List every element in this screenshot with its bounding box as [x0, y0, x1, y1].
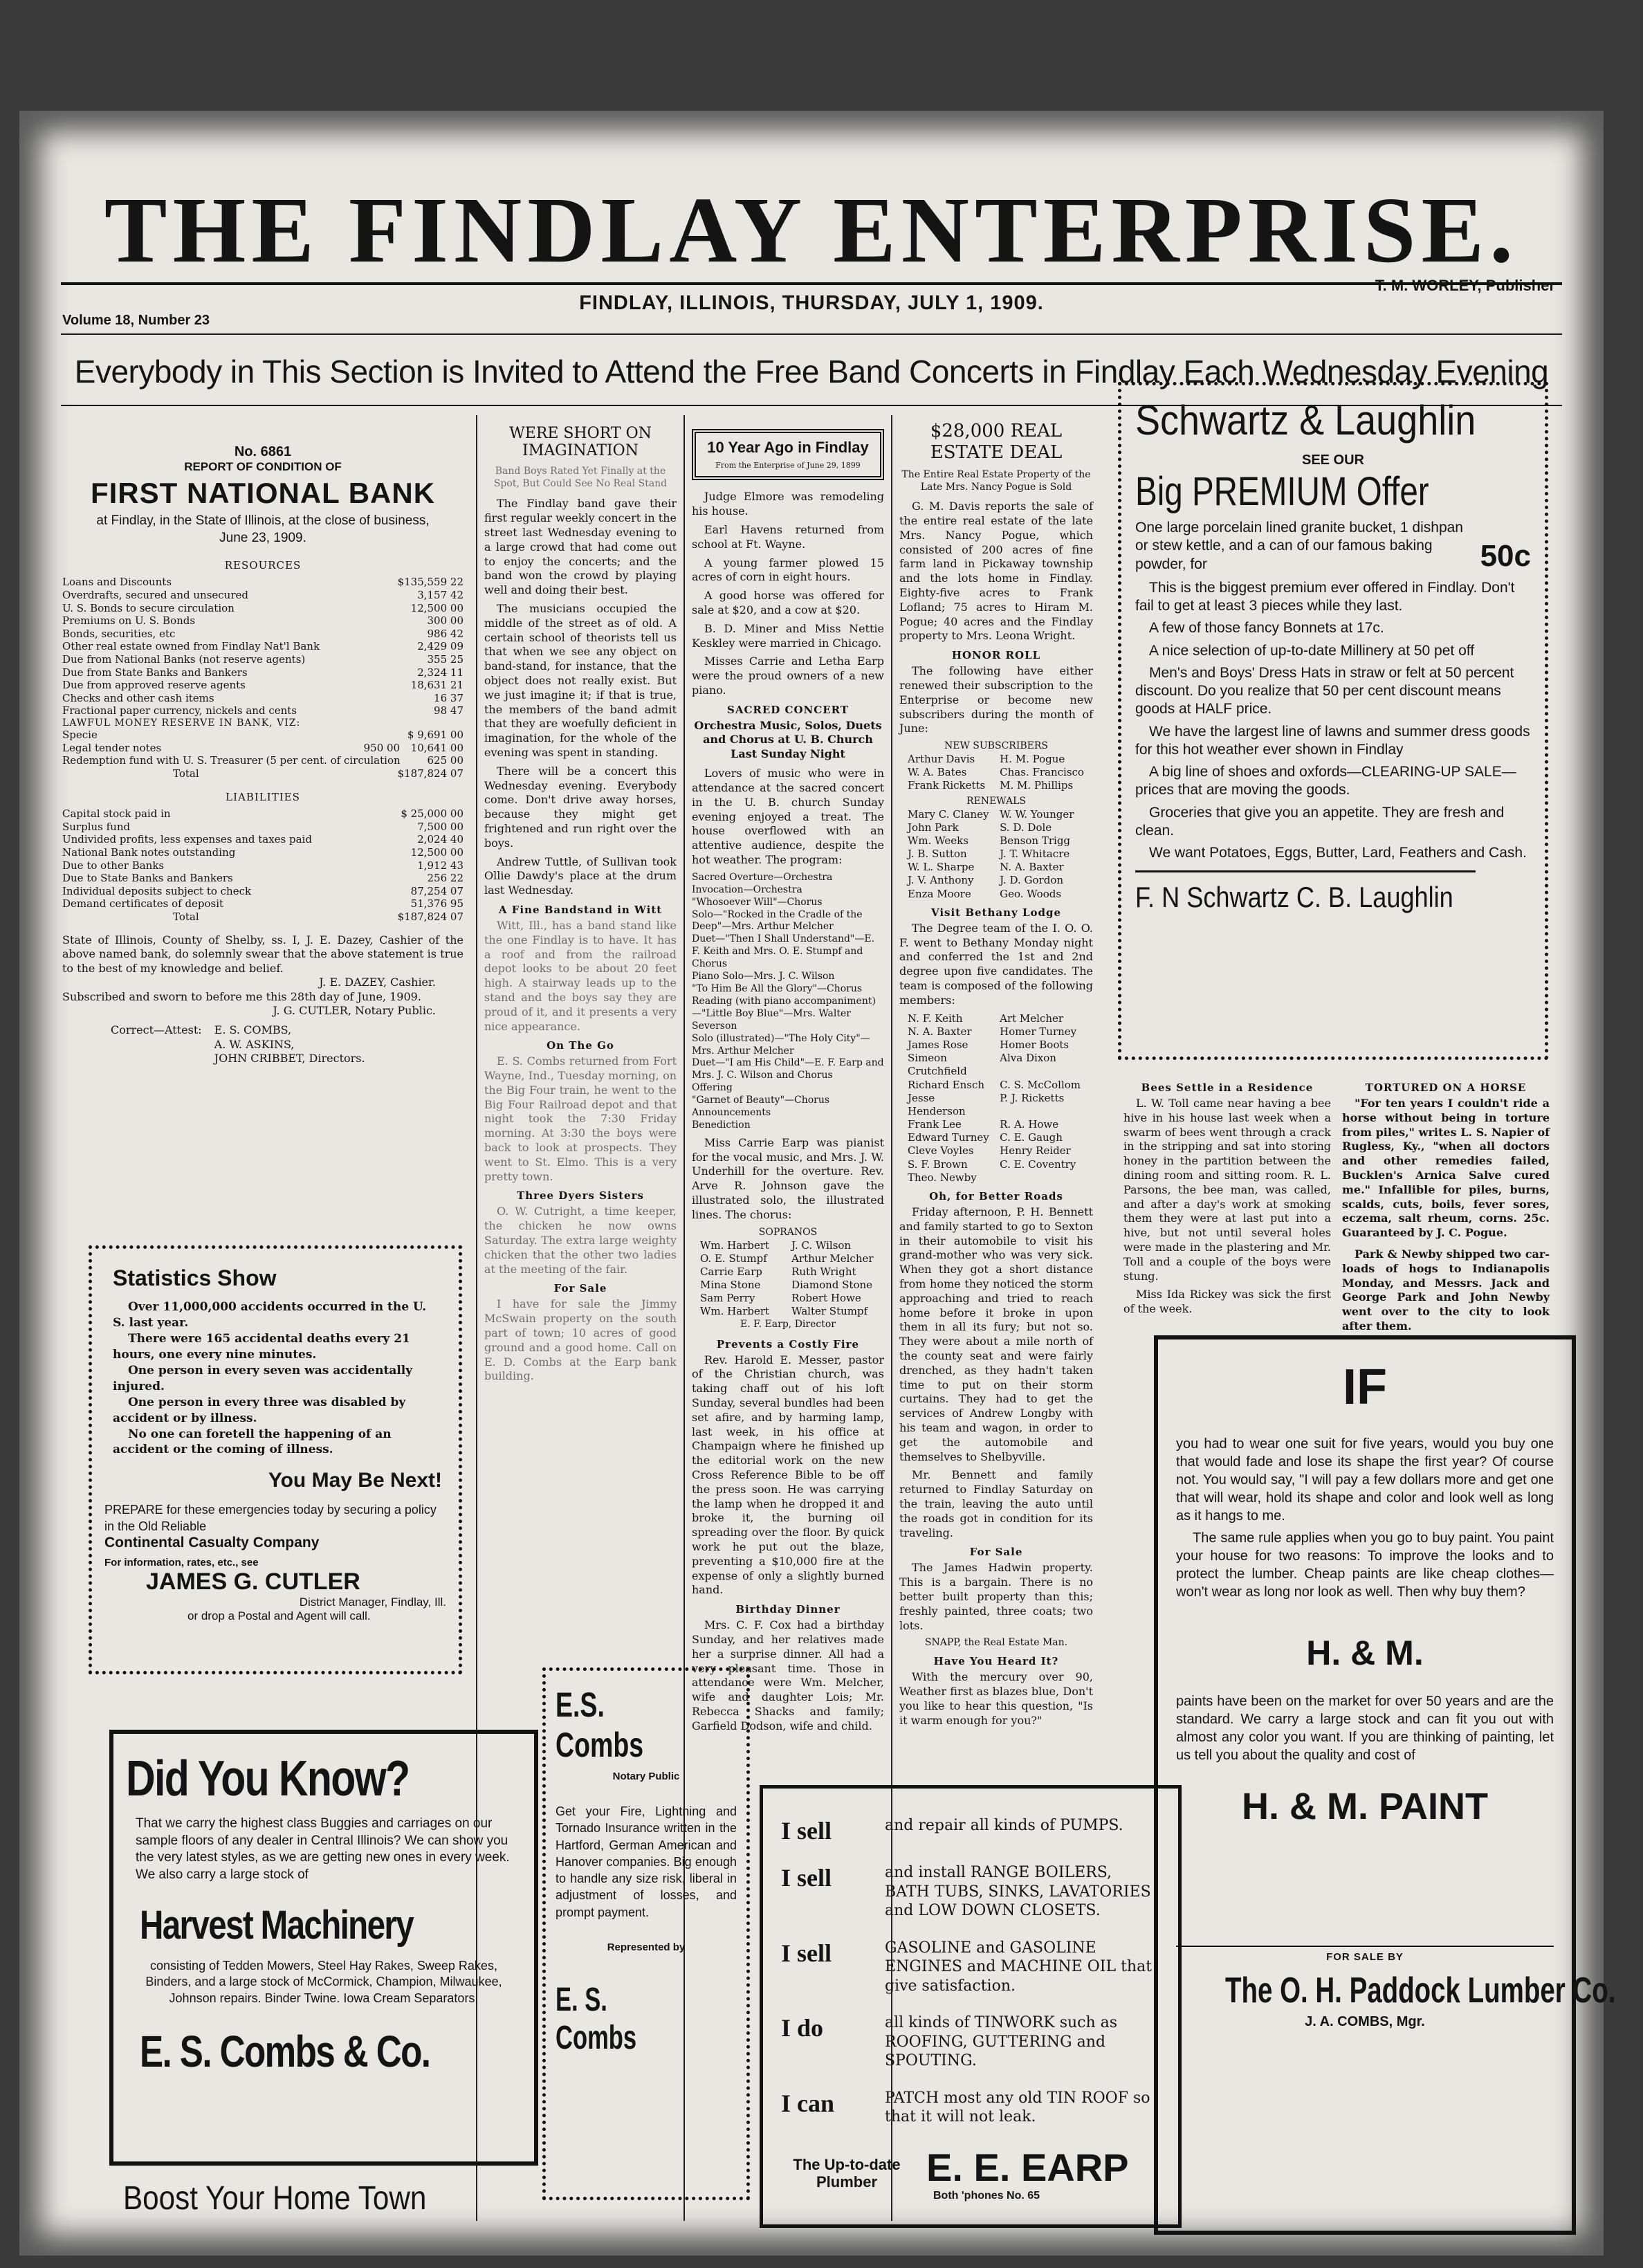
resource-row: Specie $ 9,691 00 — [62, 728, 463, 741]
notary-body: Get your Fire, Lightning and Tornado Insurance written in the Hartford, German American and Hanover companies. Big enough to handle any size risk, liberal in adjustment of losses, and prompt payment. — [556, 1804, 737, 1919]
notary-title: E.S. Combs — [556, 1685, 644, 1764]
liability-row: Undivided profits, less expenses and taxes paid 2,024 40 — [62, 833, 463, 846]
heard-it-heading: Have You Heard It? — [933, 1655, 1059, 1668]
earp-name: E. E. EARP — [926, 2145, 1129, 2189]
costly-fire-heading: Prevents a Costly Fire — [716, 1337, 860, 1351]
earp-service-row: I do all kinds of TINWORK such as ROOFING, GUTTERING and SPOUTING. — [781, 2014, 1118, 2069]
real-estate-subhead: The Entire Real Estate Property of the Late Mrs. Nancy Pogue is Sold — [901, 469, 1091, 493]
bees-article — [1123, 1076, 1331, 1321]
bank-name: FIRST NATIONAL BANK — [90, 477, 436, 509]
liability-row: Capital stock paid in $ 25,000 00 — [62, 807, 463, 821]
heard-it-text: With the mercury over 90, Weather first as blazes blue, Don't you like to hear this question, "Is it warm enough for you?" — [899, 1670, 1093, 1727]
ten-years-column — [692, 415, 884, 1732]
honor-roll-heading: HONOR ROLL — [951, 649, 1041, 662]
for-sale-by: FOR SALE BY — [1176, 1946, 1554, 1963]
renewals-heading: RENEWALS — [966, 795, 1026, 807]
birthday-text: Mrs. C. F. Cox had a birthday Sunday, and her relatives made her a surprise dinner. All had a very pleasant time. Those in attendance were Wm. Melcher, wife and daughter Lois; Mr. Rebecca Shacks and family; Garfield Dodson, wife and child. — [692, 1618, 884, 1732]
hm-paint-ad — [1154, 1335, 1616, 2235]
bank-oath: State of Illinois, County of Shelby, ss. I, J. E. Dazey, Cashier of the above named bank, do solemnly swear that the above statement is true to the best of my knowledge and belief. — [62, 933, 463, 975]
on-the-go-text: E. S. Combs returned from Fort Wayne, Ind., Tuesday morning, on the Big Four train, he went to the Big Four Railroad depot and that night took the 7:30 Friday morning. At 3:30 the boys were back to look at prospects. They went to St. Elmo. This is a very pretty town. — [484, 1054, 677, 1183]
col4-for-sale-text: The James Hadwin property. This is a bargain. There is no better built property than this; freshly painted, three coats; two lots. — [899, 1561, 1093, 1632]
band-subhead: Band Boys Rated Yet Finally at the Spot, But Could See No Real Stand — [493, 465, 668, 489]
attest-block — [62, 1023, 463, 1066]
masthead-title: THE FINDLAY ENTERPRISE. — [104, 179, 1519, 282]
masthead-rule-top — [61, 282, 1562, 285]
earp-service-row: I sell GASOLINE and GASOLINE ENGINES and MACHINE OIL that give satisfaction. — [781, 1939, 1153, 1995]
band-paragraph: Andrew Tuttle, of Sullivan took Ollie Dawdy's place at the drum last Wednesday. — [484, 854, 677, 897]
liability-row: Demand certificates of deposit 51,376 95 — [62, 897, 463, 911]
new-subscribers-list: Arthur Davis H. M. Pogue W. A. Bates Chas. Francisco Frank Ricketts M. M. Phillips — [908, 753, 1084, 792]
premium-description: One large porcelain lined granite bucket, 1 dishpan or stew kettle, and a can of our famous baking powder, for — [1135, 520, 1463, 572]
subscribed-statement: Subscribed and sworn to before me this 28th day of June, 1909. — [62, 989, 421, 1003]
band-paragraph: There will be a concert this Wednesday evening. Everybody come. Don't drive away horses, because they might get frightened and run right over the boys. — [484, 764, 677, 850]
notary-ad — [542, 1667, 750, 2200]
if-para-3: paints have been on the market for over 50 years and are the standard. We carry a large stock and can fit you out with almost any color you want. If you are thinking of painting, let us tell you about the quality and cost of — [1176, 1694, 1554, 1763]
ten-years-source: From the Enterprise of June 29, 1899 — [715, 461, 861, 470]
ten-years-box — [692, 429, 884, 480]
hm-paint: H. & M. PAINT — [1242, 1786, 1488, 1827]
concert-program: Sacred Overture—Orchestra Invocation—Orchestra "Whosoever Will"—Chorus Solo—"Rocked in the Cradle of the Deep"—Mrs. Arthur Melcher Duet—"Then I Shall Understand"—E. F. Keith and Mrs. O. E. Stumpf and Chorus Piano Solo—Mrs. J. C. Wilson "To Him Be All the Glory"—Chorus Reading (with piano accompaniment)—"Little Boy Blue"—Mrs. Walter Severson Solo (illustrated)—"The Holy City"—Mrs. Arthur Melcher Duet—"I am His Child"—E. F. Earp and Mrs. J. C. Wilson and Chorus Offering "Garnet of Beauty"—Chorus Announcements Benediction — [692, 871, 884, 1131]
horse-heading: TORTURED ON A HORSE — [1365, 1081, 1527, 1094]
if-para-1: you had to wear one suit for five years, would you buy one that would fade and lose its shape the first year? Of course not. You would say, "I will pay a few dollars more and get one that will wear, hold its shape and color and look well as long as it hangs to me. — [1176, 1436, 1554, 1524]
harvest-machinery: Harvest Machinery — [140, 1902, 414, 1948]
notary-represented: Represented by — [607, 1941, 686, 1954]
col4-for-sale-signature: SNAPP, the Real Estate Man. — [924, 1637, 1068, 1649]
attest-label: Correct—Attest: — [111, 1023, 202, 1037]
resource-row: Due from approved reserve agents 18,631 21 — [62, 679, 463, 692]
resource-row: Bonds, securities, etc 986 42 — [62, 627, 463, 640]
resource-row: Checks and other cash items 16 37 — [62, 691, 463, 704]
horse-text: "For ten years I couldn't ride a horse without being in torture from piles," writes L. S. Napier of Rugless, Ky., "when all doctors and other remedies failed, Bucklen's Arnica Salve cured me." Infallible for piles, burns, scalds, cuts, boils, fever sores, eczema, salt rheum, corns. 25c. Guaranteed by J. C. Pogue. — [1342, 1097, 1550, 1240]
pianist-text: Miss Carrie Earp was pianist for the vocal music, and Mrs. J. W. Underhill for the overture. Rev. Arve R. Johnson gave the illustrated solo, the illustrated lines. The chorus: — [692, 1135, 884, 1221]
boost-home-town: Boost Your Home Town — [123, 2180, 427, 2217]
band-headline: WERE SHORT ON IMAGINATION — [509, 425, 652, 460]
bank-report-label: REPORT OF CONDITION OF — [184, 460, 342, 473]
if-para-2: The same rule applies when you go to buy paint. You paint your house for two reasons: To improve the looks and to protect the lumber. Cheap paints are like cheap clothes—won't wear as long nor look as well. Then why buy them? — [1176, 1530, 1554, 1600]
resource-row: Other real estate owned from Findlay Nat'l Bank 2,429 09 — [62, 640, 463, 653]
did-you-know-title: Did You Know? — [126, 1751, 410, 1807]
dyers-text: O. W. Cutright, a time keeper, the chicken he now owns Saturday. The extra large weighty chicken that the other two ladies at the meeting of the fair. — [484, 1205, 677, 1276]
liability-row: Surplus fund 7,500 00 — [62, 820, 463, 833]
paddock-lumber: The O. H. Paddock Lumber Co. — [1224, 1970, 1616, 2011]
hogs-note: Park & Newby shipped two car-loads of hogs to Indianapolis Monday, and Messrs. Jack and George Park and John Newby went over to the city to look after them. — [1342, 1247, 1550, 1333]
sacred-concert-text: Lovers of music who were in attendance at the sacred concert in the U. B. church Sunday evening enjoyed a treat. The house overflowed with an attentive audience, despite the hot weather. The program: — [692, 767, 884, 867]
ida-rickey-note: Miss Ida Rickey was sick the first of the week. — [1123, 1288, 1331, 1316]
notary-subtitle: Notary Public — [612, 1771, 680, 1782]
earp-service-row: I can PATCH most any old TIN ROOF so that it will not leak. — [781, 2089, 1150, 2125]
did-you-know-body: That we carry the highest class Buggies and carriages on our sample floors of any dealer in Central Illinois? We can show you the very latest styles, as we are getting new ones in every week. We also carry a large stock of — [136, 1816, 510, 1883]
liability-row: Due to other Banks 1,912 43 — [62, 859, 463, 872]
resource-row: Overdrafts, secured and unsecured 3,157 42 — [62, 588, 463, 601]
newspaper-page — [19, 111, 1616, 2256]
bank-number: No. 6861 — [234, 444, 292, 459]
col2-for-sale-heading: For Sale — [553, 1282, 607, 1295]
schwartz-title: Schwartz & Laughlin — [1135, 397, 1476, 443]
statistics-ad — [89, 1245, 462, 1674]
bank-report — [62, 415, 463, 1066]
col4-for-sale-heading: For Sale — [969, 1546, 1023, 1559]
bees-heading: Bees Settle in a Residence — [1141, 1081, 1314, 1094]
ten-years-title: 10 Year Ago in Findlay — [707, 439, 869, 456]
earp-service-row: I sell and repair all kinds of PUMPS. — [781, 1817, 1123, 1845]
dyers-heading: Three Dyers Sisters — [517, 1189, 644, 1202]
resource-row: Premiums on U. S. Bonds 300 00 — [62, 614, 463, 628]
resources-heading: RESOURCES — [224, 559, 302, 572]
ten-years-items: Judge Elmore was remodeling his house. Earl Havens returned from school at Ft. Wayne. A young farmer plowed 15 acres of corn in eight hours. A good horse was offered for sale at $20, and a cow at $20. B. D. Miner and Miss Nettie Keskley were married in Chicago. Misses Carrie and Letha Earp were the proud owners of a new piano. — [692, 490, 884, 697]
info-text: For information, rates, etc., see — [104, 1557, 259, 1569]
col2-for-sale-text: I have for sale the Jimmy McSwain property on the south part of town; 10 acres of good ground and a good home. Call on E. D. Combs at the Earp bank building. — [484, 1297, 677, 1383]
earp-tagline: The Up-to-date Plumber — [793, 2155, 901, 2191]
earp-phone: Both 'phones No. 65 — [933, 2189, 1040, 2202]
premium-offer-row — [1135, 519, 1531, 574]
company-name: Continental Casualty Company — [104, 1535, 320, 1551]
resource-row: Due from State Banks and Bankers 2,324 11 — [62, 666, 463, 679]
premium-price: 50c — [1480, 538, 1531, 573]
liabilities-list — [62, 807, 463, 923]
agent-name: JAMES G. CUTLER — [146, 1569, 360, 1595]
resource-row: Legal tender notes 950 00 10,641 00 — [62, 741, 463, 754]
renewals-list: Mary C. Claney W. W. Younger John Park S. D. Dole Wm. Weeks Benson Trigg J. B. Sutton J. T. Whitacre W. L. Sharpe N. A. Baxter J. V. Anthony J. D. Gordon Enza Moore Geo. Woods — [908, 807, 1074, 900]
resource-row: Due from National Banks (not reserve agents) 355 25 — [62, 652, 463, 666]
if-title: IF — [1343, 1360, 1387, 1415]
witt-bandstand-text: Witt, Ill., has a band stand like the one Findlay is to have. It has a roof and from the railroad depot looks to be about 20 feet high. A stairway leads up to the stand and the boys say they are proud of it, and it presents a very nice appearance. — [484, 918, 677, 1033]
resource-row: Redemption fund with U. S. Treasurer (5 per cent. of circulation 625 00 — [62, 754, 463, 767]
resources-total: Total $187,824 07 — [173, 767, 463, 780]
earp-name-block — [926, 2145, 1129, 2202]
real-estate-headline: $28,000 REAL ESTATE DEAL — [930, 421, 1063, 464]
band-paragraph: The musicians occupied the middle of the street as of old. A certain school of theorists tell us that when we see any object on band-stand, for instance, that the object does not really exist. But we just imagine it; if that is true, the members of the band admit that they are woefully deficient in imagination, for the whole of the evening was spent in standing. — [484, 601, 677, 759]
resources-list — [62, 576, 463, 780]
statistics-lines: Over 11,000,000 accidents occurred in the U. S. last year. There were 165 accidental deaths every 21 hours, one every nine minutes. One person in every seven was accidentally injured. One person in every three was disabled by accident or by illness. No one can foretell the happening of an accident or the coming of illness. — [113, 1300, 427, 1457]
bank-location: at Findlay, in the State of Illinois, at the close of business, June 23, 1909. — [96, 513, 430, 545]
lawful-money-heading: LAWFUL MONEY RESERVE IN BANK, VIZ: — [62, 717, 301, 729]
resource-row: Fractional paper currency, nickels and cents 98 47 — [62, 704, 463, 717]
lodge-members-list: N. F. Keith Art Melcher N. A. Baxter Homer Turney James Rose Homer Boots Simeon Crutchfield Alva Dixon Richard Ensch C. S. McCollom Jesse Henderson P. J. Ricketts Frank Lee R. A. Howe Edward Turney C. E. Gaugh Cleve Voyles Henry Reider S. F. Brown C. E. Coventry Theo. Newby — [908, 1012, 1081, 1184]
liability-row: Due to State Banks and Bankers 256 22 — [62, 872, 463, 885]
cashier-signature: J. E. DAZEY, Cashier. — [319, 976, 436, 989]
birthday-heading: Birthday Dinner — [735, 1603, 841, 1616]
agent-title: District Manager, Findlay, Ill. — [299, 1595, 446, 1609]
witt-bandstand-heading: A Fine Bandstand in Witt — [498, 903, 663, 916]
statistics-title: Statistics Show — [113, 1265, 277, 1290]
resource-row: U. S. Bonds to secure circulation 12,500 00 — [62, 601, 463, 614]
band-paragraph: The Findlay band gave their first regular weekly concert in the street last Wednesday evening to a large crowd that had come out to enjoy the concerts; and the band won the crowd by playing well and doing their best. — [484, 497, 677, 597]
attest-directors: E. S. COMBS, A. W. ASKINS, JOHN CRIBBET, Directors. — [214, 1023, 365, 1066]
better-roads-heading: Oh, for Better Roads — [929, 1190, 1063, 1203]
schwartz-signature: F. N Schwartz C. B. Laughlin — [1135, 870, 1476, 914]
combs-firm: E. S. Combs & Co. — [140, 2026, 430, 2076]
did-you-know-ad — [109, 1730, 538, 2166]
notary-signature: J. G. CUTLER, Notary Public. — [273, 1003, 436, 1017]
banner-headline: Everybody in This Section is Invited to Attend the Free Band Concerts in Findlay Each Wednesday Evening — [74, 354, 1549, 390]
publisher: T. M. WORLEY, Publisher — [1375, 277, 1555, 294]
bees-text: L. W. Toll came near having a bee hive in his house last week when a swarm of bees went through a crack in the stripping and sat into storing honey in the partition between the dining room and sitting room. R. L. Parsons, the bee man, was called, and after a day's work at smoking them they were at last put into a hive, but not until several holes were made in the plastering and Mr. Toll and a couple of the boys were stung. — [1123, 1097, 1331, 1283]
schwartz-laughlin-ad — [1118, 382, 1548, 1060]
earp-footer — [781, 2145, 1160, 2202]
sacred-concert-subhead: Orchestra Music, Solos, Duets and Chorus at U. B. Church Last Sunday Night — [694, 718, 882, 760]
harvest-detail: consisting of Tedden Mowers, Steel Hay Rakes, Sweep Rakes, Binders, and a large stock of McCormick, Champion, Milwaukee, Johnson repairs. Binder Twine. Iowa Cream Separators. — [145, 1958, 502, 2005]
bethany-lodge-text: The Degree team of the I. O. O. F. went to Bethany Monday night and conferred the 1st and 2nd degree upon five candidates. The team is composed of the following members: — [899, 921, 1093, 1007]
costly-fire-text: Rev. Harold E. Messer, pastor of the Christian church, was taking chaff out of his loft Sunday, several bundles had been set afire, and by harming lamp, last week, in his office at Champaign where he finished up the editorial work on the new Cross Reference Bible to be off the press soon. He was carrying the lamp when he dropped it and broke it, the burning oil spreading over the floor. By quick work he put out the blaze, preventing a $10,000 fire at the expense of only a slightly burned hand. — [692, 1353, 884, 1597]
postal-text: or drop a Postal and Agent will call. — [187, 1609, 371, 1623]
real-estate-column — [899, 415, 1093, 1764]
premium-offer: Big PREMIUM Offer — [1135, 469, 1429, 514]
better-roads-text-2: Mr. Bennett and family returned to Findlay Saturday on the train, leaving the auto until the roads got in condition for its traveling. — [899, 1468, 1093, 1539]
chorus-list: Wm. Harbert J. C. Wilson O. E. Stumpf Arthur Melcher Carrie Earp Ruth Wright Mina Stone Diamond Stone Sam Perry Robert Howe Wm. Harbert Walter Stumpf — [700, 1238, 874, 1318]
liability-row: Individual deposits subject to check 87,254 07 — [62, 884, 463, 897]
chorus-director: E. F. Earp, Director — [740, 1318, 836, 1330]
dateline: FINDLAY, ILLINOIS, THURSDAY, JULY 1, 1909. — [579, 292, 1044, 314]
horse-article — [1342, 1076, 1550, 1338]
band-news-column — [484, 415, 677, 1626]
earp-service-row: I sell and install RANGE BOILERS, BATH TUBS, SINKS, LAVATORIES and LOW DOWN CLOSETS. — [781, 1864, 1151, 1919]
on-the-go-heading: On The Go — [547, 1039, 614, 1052]
resource-row: Loans and Discounts $135,559 22 — [62, 576, 463, 589]
liability-row: National Bank notes outstanding 12,500 00 — [62, 846, 463, 859]
volume-number: Volume 18, Number 23 — [62, 313, 210, 328]
see-our: SEE OUR — [1301, 452, 1365, 468]
new-subscribers-heading: NEW SUBSCRIBERS — [944, 740, 1048, 752]
masthead-rule-bottom — [61, 333, 1562, 335]
honor-roll-text: The following have either renewed their subscription to the Enterprise or become new subscribers during the month of June: — [899, 664, 1093, 735]
better-roads-text: Friday afternoon, P. H. Bennett and family started to go to Sexton in their automobile to visit his grand-mother who was very sick. When they got a short distance from home they noticed the storm approaching and tried to reach home before it broke in upon them in all its fury; but not so. They were about a mile north of the county seat and were fairly drenched, as they hadn't taken time to put on their storm curtains. They had to get the services of Andrew Longby with his team and wagon, in order to get the automobile and themselves to Shelbyville. — [899, 1205, 1093, 1463]
liabilities-total: Total $187,824 07 — [173, 911, 463, 924]
sacred-concert-heading: SACRED CONCERT — [727, 703, 849, 716]
prepare-text: PREPARE for these emergencies today by securing a policy in the Old Reliable — [104, 1503, 437, 1533]
bethany-lodge-heading: Visit Bethany Lodge — [930, 906, 1062, 919]
you-may-be-next: You May Be Next! — [268, 1469, 442, 1492]
hm-brand: H. & M. — [1306, 1634, 1424, 1672]
liabilities-heading: LIABILITIES — [226, 791, 300, 804]
earp-plumber-ad — [760, 1785, 1182, 2228]
schwartz-lines: This is the biggest premium ever offered in Findlay. Don't fail to get at least 3 pieces while they last. A few of those fancy Bonnets at 17c. A nice selection of up-to-date Millinery at 50 pet off Men's and Boys' Dress Hats in straw or felt at 50 percent discount. Do you realize that 50 per cent discount means goods at HALF price. We have the largest line of lawns and summer dress goods for this hot weather ever shown in Findlay A big line of shoes and oxfords—CLEARING-UP SALE—prices that are moving the goods. Groceries that give you an appetite. They are fresh and clean. We want Potatoes, Eggs, Butter, Lard, Feathers and Cash. — [1135, 579, 1530, 861]
notary-signature: E. S. Combs — [556, 1982, 637, 2057]
real-estate-text: G. M. Davis reports the sale of the entire real estate of the late Mrs. Nancy Pogue, which consisted of 200 acres of fine farm land in Pickaway township and the lots home in Findlay. Eighty-five acres to Frank Lofland; 75 acres to Hiram M. Pogue; 40 acres and the Findlay property to Mrs. Leona Wright. — [899, 500, 1093, 643]
lumber-manager: J. A. COMBS, Mgr. — [1305, 2014, 1425, 2029]
chorus-heading: SOPRANOS — [758, 1226, 818, 1238]
